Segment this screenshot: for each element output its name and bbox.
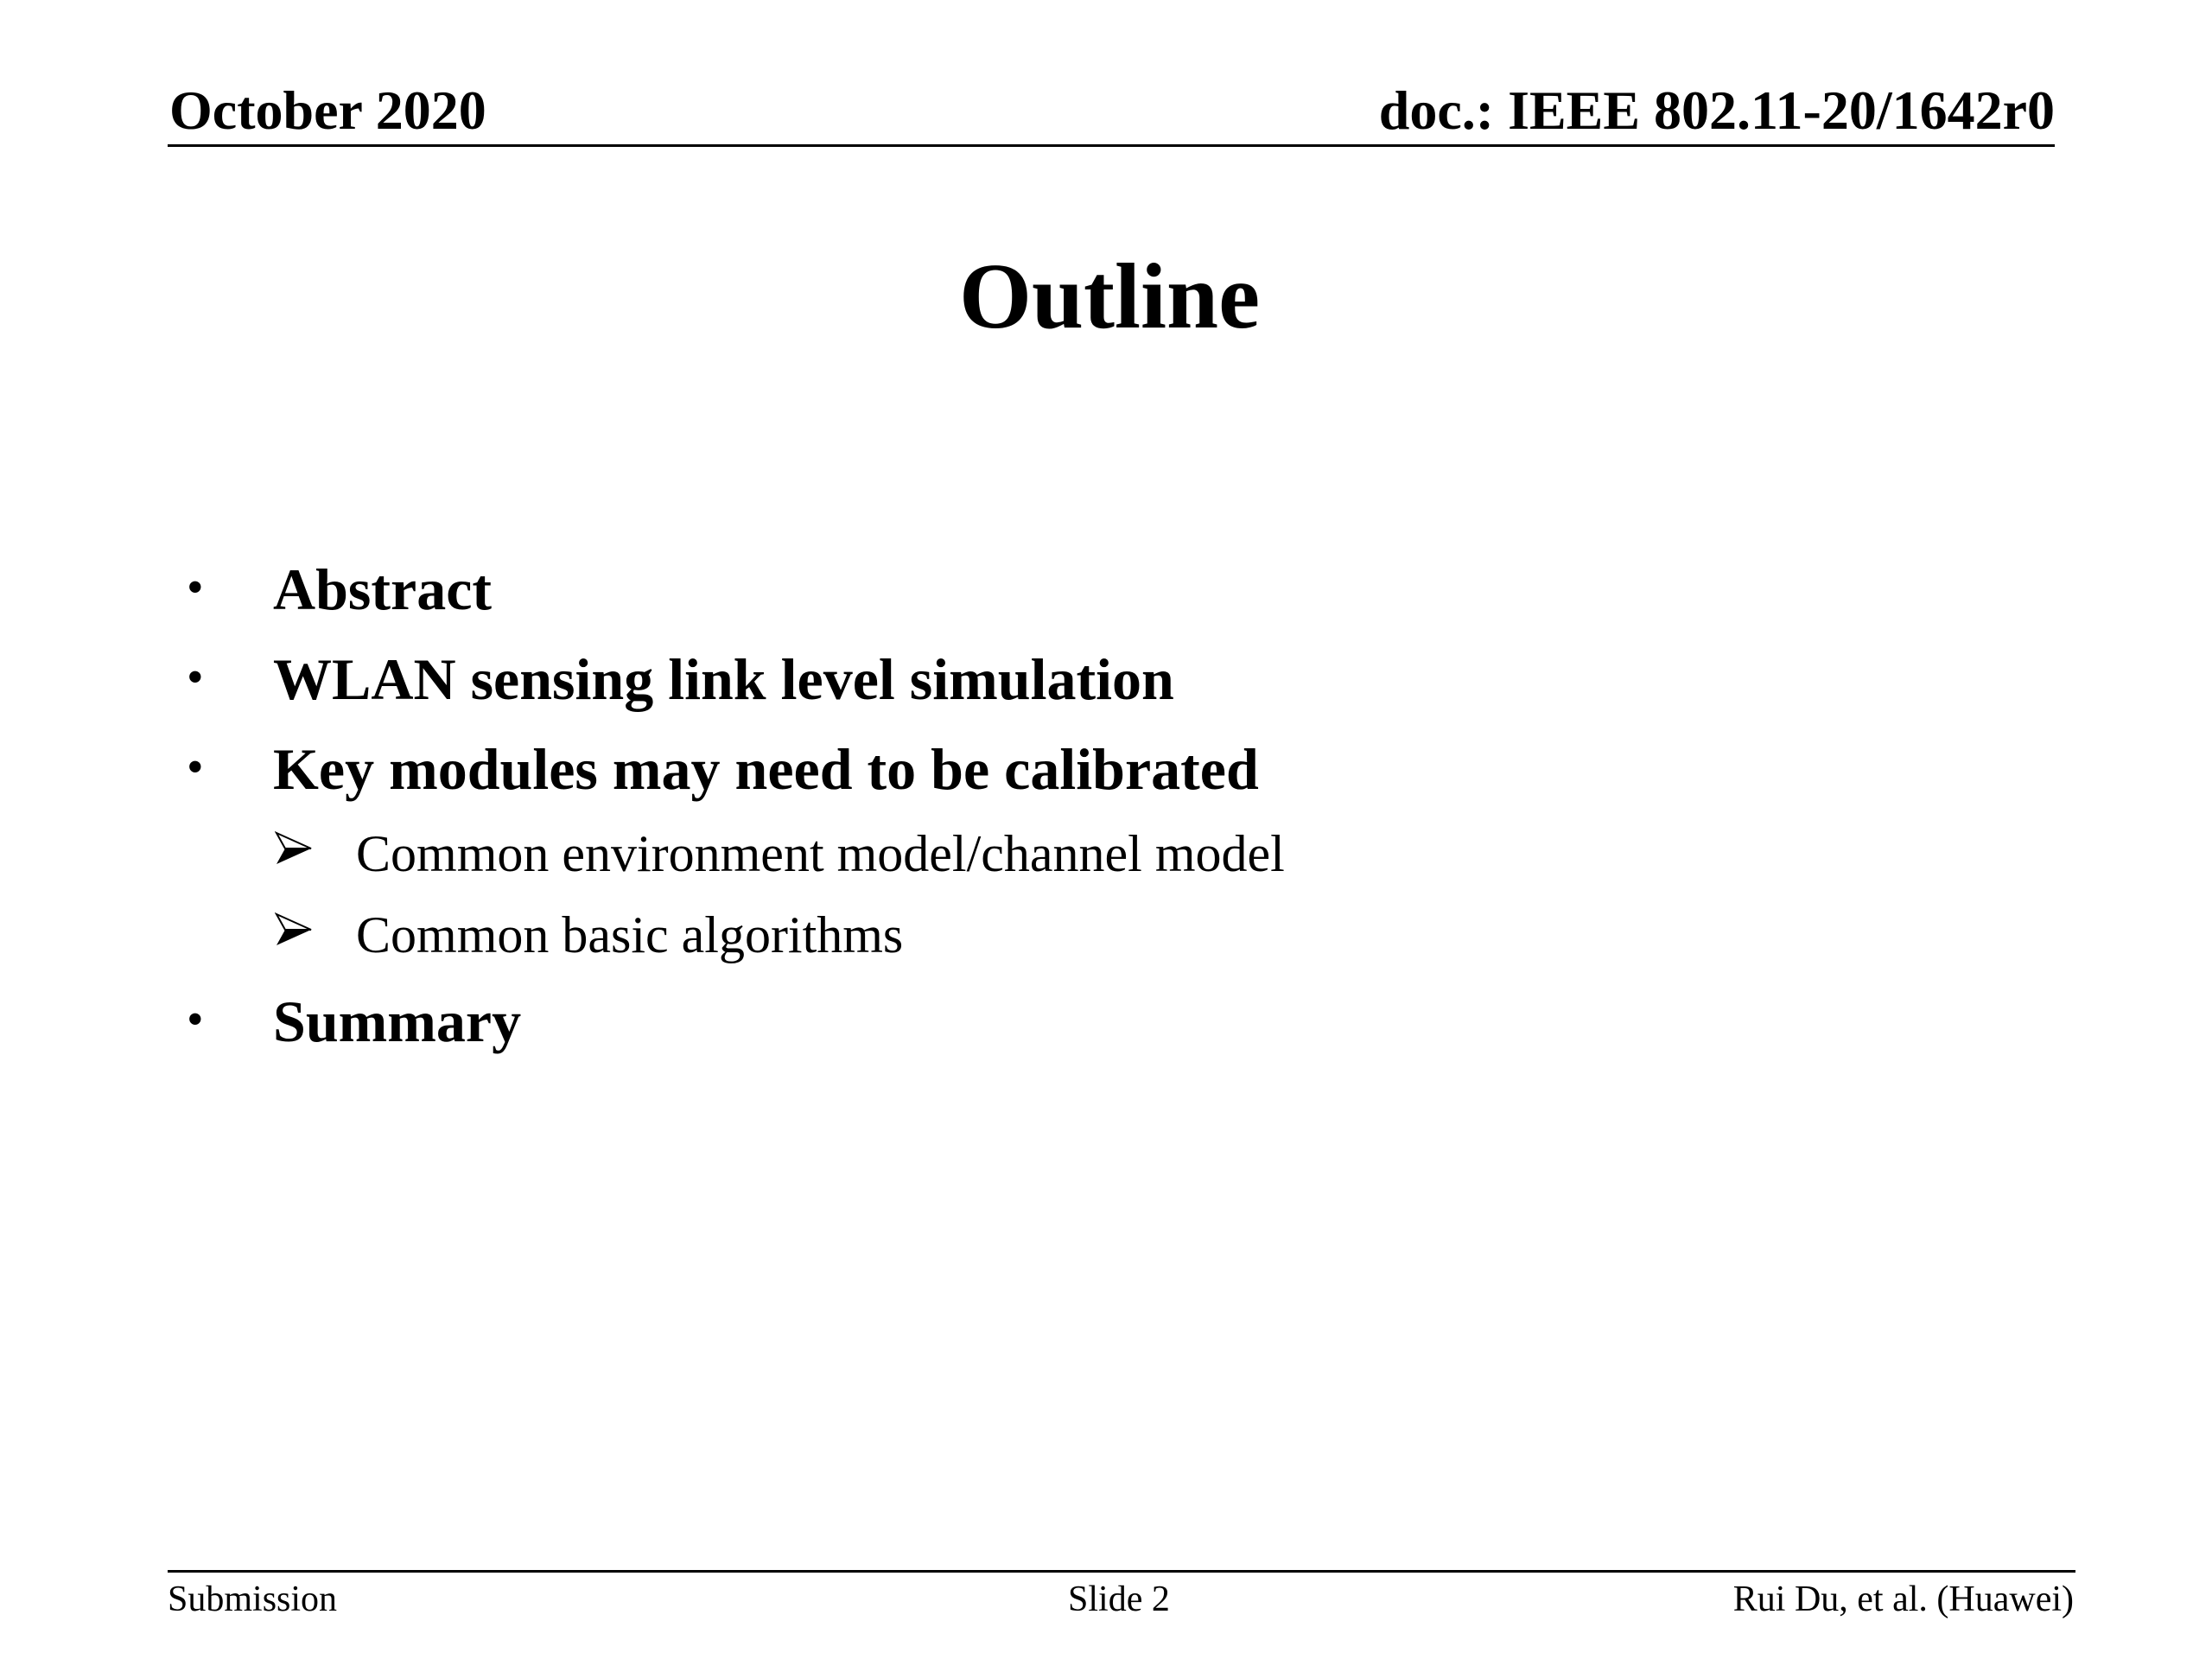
header-doc-id: doc.: IEEE 802.11-20/1642r0	[1378, 79, 2055, 141]
outline-subitem: Common basic algorithms	[356, 906, 904, 963]
bullet-dot-icon: •	[187, 993, 204, 1046]
arrow-bullet-icon	[275, 912, 313, 947]
footer-divider	[168, 1570, 2075, 1573]
footer-authors: Rui Du, et al. (Huawei)	[1732, 1580, 2074, 1619]
arrow-bullet-icon	[275, 831, 313, 866]
bullet-dot-icon: •	[187, 651, 204, 704]
outline-item: Summary	[273, 988, 522, 1054]
footer-submission: Submission	[168, 1580, 338, 1619]
bullet-dot-icon: •	[187, 741, 204, 794]
header-date: October 2020	[169, 79, 486, 141]
outline-item: Abstract	[273, 556, 493, 622]
footer-slide-number: Slide 2	[1068, 1580, 1170, 1619]
bullet-dot-icon: •	[187, 561, 204, 614]
outline-item: Key modules may need to be calibrated	[273, 736, 1259, 802]
slide-title: Outline	[958, 245, 1261, 348]
outline-item: WLAN sensing link level simulation	[273, 646, 1174, 712]
outline-subitem: Common environment model/channel model	[356, 825, 1285, 882]
